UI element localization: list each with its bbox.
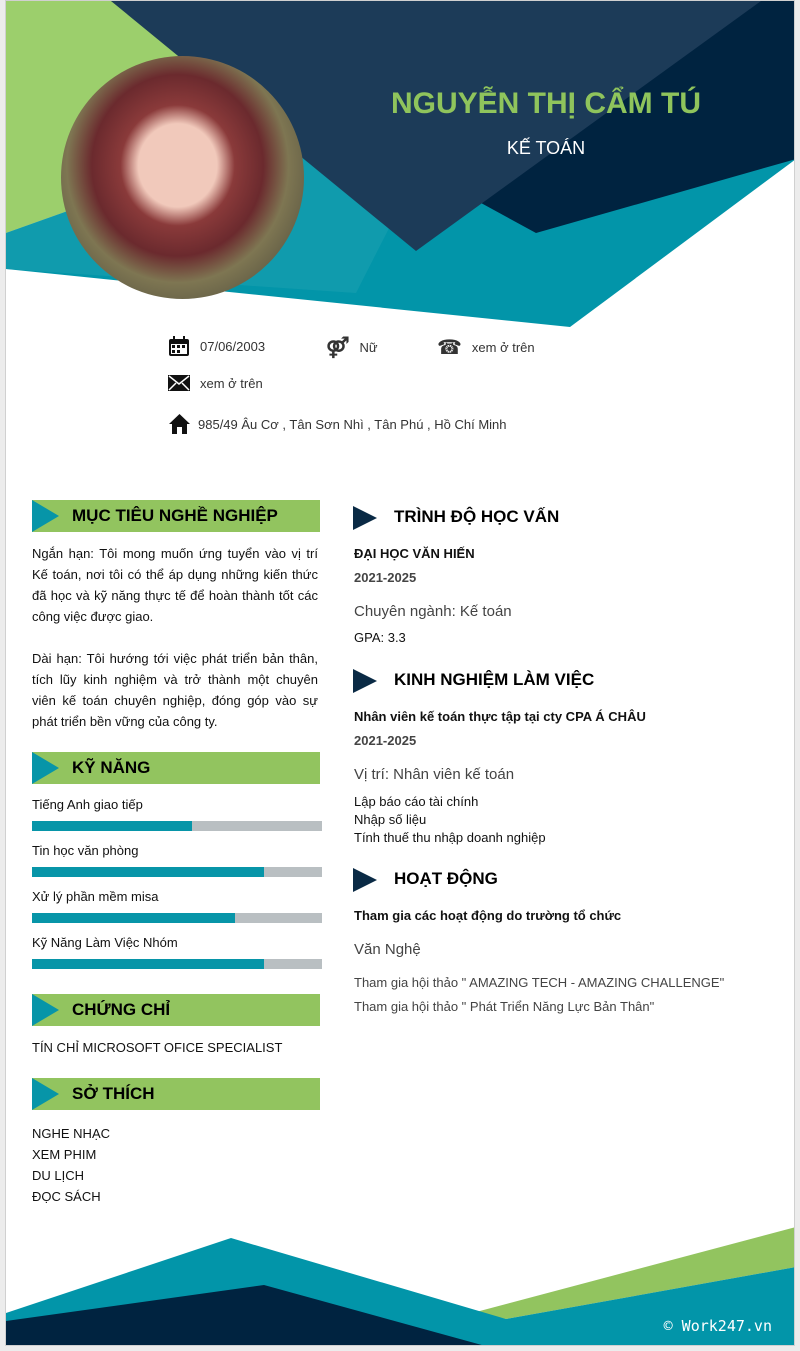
experience-position: Vị trí: Nhân viên kế toán bbox=[354, 766, 515, 783]
skill-bar-fill bbox=[32, 913, 235, 923]
certificates-heading bbox=[32, 994, 320, 1026]
gender-value: Nữ bbox=[359, 340, 378, 355]
profile-photo bbox=[61, 56, 304, 299]
arrow-icon bbox=[32, 752, 59, 784]
activities-heading bbox=[353, 864, 773, 894]
certificate-item: TÍN CHỈ MICROSOFT OFICE SPECIALIST bbox=[32, 1040, 283, 1055]
objective-heading bbox=[32, 500, 320, 532]
email-info bbox=[168, 375, 263, 391]
task-item: Tính thuế thu nhập doanh nghiệp bbox=[354, 830, 546, 845]
phone-value: xem ở trên bbox=[471, 340, 535, 355]
skill-bar bbox=[32, 867, 322, 877]
skill-bar bbox=[32, 913, 322, 923]
experience-heading bbox=[353, 665, 773, 695]
section-title: KINH NGHIỆM LÀM VIỆC bbox=[394, 670, 595, 689]
hobbies-heading bbox=[32, 1078, 320, 1110]
activities-subtitle: Văn Nghệ bbox=[354, 941, 421, 958]
section-title: CHỨNG CHỈ bbox=[72, 1000, 171, 1019]
objective-short-term: Ngắn hạn: Tôi mong muốn ứng tuyển vào vị trí Kế toán, nơi tôi có thể áp dụng những kiến thức đã học và kỹ năng thực tế để hoàn thành tốt các công việc được giao. bbox=[32, 546, 318, 624]
section-title: TRÌNH ĐỘ HỌC VẤN bbox=[394, 507, 560, 526]
skill-label: Tin học văn phòng bbox=[32, 843, 139, 858]
education-major: Chuyên ngành: Kế toán bbox=[354, 603, 512, 620]
skills-heading bbox=[32, 752, 320, 784]
section-title: MỤC TIÊU NGHỀ NGHIỆP bbox=[72, 506, 278, 525]
arrow-icon bbox=[32, 994, 59, 1026]
skill-bar-fill bbox=[32, 959, 264, 969]
hobby-item: NGHE NHẠC bbox=[32, 1126, 111, 1141]
arrow-icon bbox=[353, 669, 377, 693]
task-item: Nhập số liệu bbox=[354, 812, 427, 827]
gender-info bbox=[326, 335, 378, 360]
skill-bar bbox=[32, 959, 322, 969]
section-title: HOẠT ĐỘNG bbox=[394, 869, 498, 888]
hobby-item: ĐỌC SÁCH bbox=[32, 1189, 101, 1204]
education-period: 2021-2025 bbox=[354, 570, 417, 585]
skill-label: Tiếng Anh giao tiếp bbox=[32, 797, 143, 812]
calendar-icon bbox=[168, 335, 190, 357]
education-heading bbox=[353, 502, 773, 532]
address-value: 985/49 Âu Cơ , Tân Sơn Nhì , Tân Phú , Hồ Chí Minh bbox=[198, 416, 507, 432]
education-gpa: GPA: 3.3 bbox=[354, 630, 406, 645]
phone-info bbox=[437, 335, 535, 360]
envelope-icon bbox=[168, 375, 190, 391]
activity-item: Tham gia hội thảo " AMAZING TECH - AMAZING CHALLENGE" bbox=[354, 975, 725, 990]
candidate-name: NGUYỄN THỊ CẨM TÚ bbox=[391, 87, 701, 120]
experience-company: Nhân viên kế toán thực tập tại cty CPA Á CHÂU bbox=[354, 709, 646, 724]
activities-list bbox=[354, 971, 724, 1019]
skill-bar-fill bbox=[32, 821, 192, 831]
birthday-info bbox=[168, 335, 265, 357]
school-name: ĐẠI HỌC VĂN HIẾN bbox=[354, 546, 475, 561]
birthday-value: 07/06/2003 bbox=[200, 338, 266, 354]
arrow-icon bbox=[32, 1078, 59, 1110]
hobby-item: XEM PHIM bbox=[32, 1147, 97, 1162]
section-title: KỸ NĂNG bbox=[72, 758, 151, 777]
activity-item: Tham gia hội thảo " Phát Triển Năng Lực Bản Thân" bbox=[354, 999, 655, 1014]
experience-period: 2021-2025 bbox=[354, 733, 417, 748]
cv-page bbox=[5, 0, 795, 1346]
section-title: SỞ THÍCH bbox=[72, 1084, 155, 1103]
skill-label: Kỹ Năng Làm Việc Nhóm bbox=[32, 935, 178, 950]
experience-tasks bbox=[354, 793, 546, 847]
address-info bbox=[169, 414, 507, 434]
hobby-item: DU LỊCH bbox=[32, 1168, 85, 1183]
task-item: Lập báo cáo tài chính bbox=[354, 794, 479, 809]
email-value: xem ở trên bbox=[200, 375, 263, 391]
activities-title: Tham gia các hoạt động do trường tổ chức bbox=[354, 908, 622, 923]
copyright: © Work247.vn bbox=[663, 1317, 772, 1335]
phone-icon: ☎ bbox=[437, 337, 462, 359]
job-title: KẾ TOÁN bbox=[506, 138, 586, 158]
hobbies-list bbox=[32, 1123, 110, 1207]
skill-bar-fill bbox=[32, 867, 264, 877]
arrow-icon bbox=[353, 868, 377, 892]
arrow-icon bbox=[353, 506, 377, 530]
skill-bar bbox=[32, 821, 322, 831]
objective-long-term: Dài hạn: Tôi hướng tới việc phát triển bản thân, tích lũy kinh nghiệm và trở thành một chuyên viên kế toán chuyên nghiệp, đóng góp vào sự phát triển bền vững của công ty. bbox=[32, 651, 318, 729]
arrow-icon bbox=[32, 500, 59, 532]
home-icon bbox=[169, 414, 190, 434]
skill-label: Xử lý phần mềm misa bbox=[32, 889, 159, 904]
gender-icon: ⚤ bbox=[326, 337, 350, 359]
